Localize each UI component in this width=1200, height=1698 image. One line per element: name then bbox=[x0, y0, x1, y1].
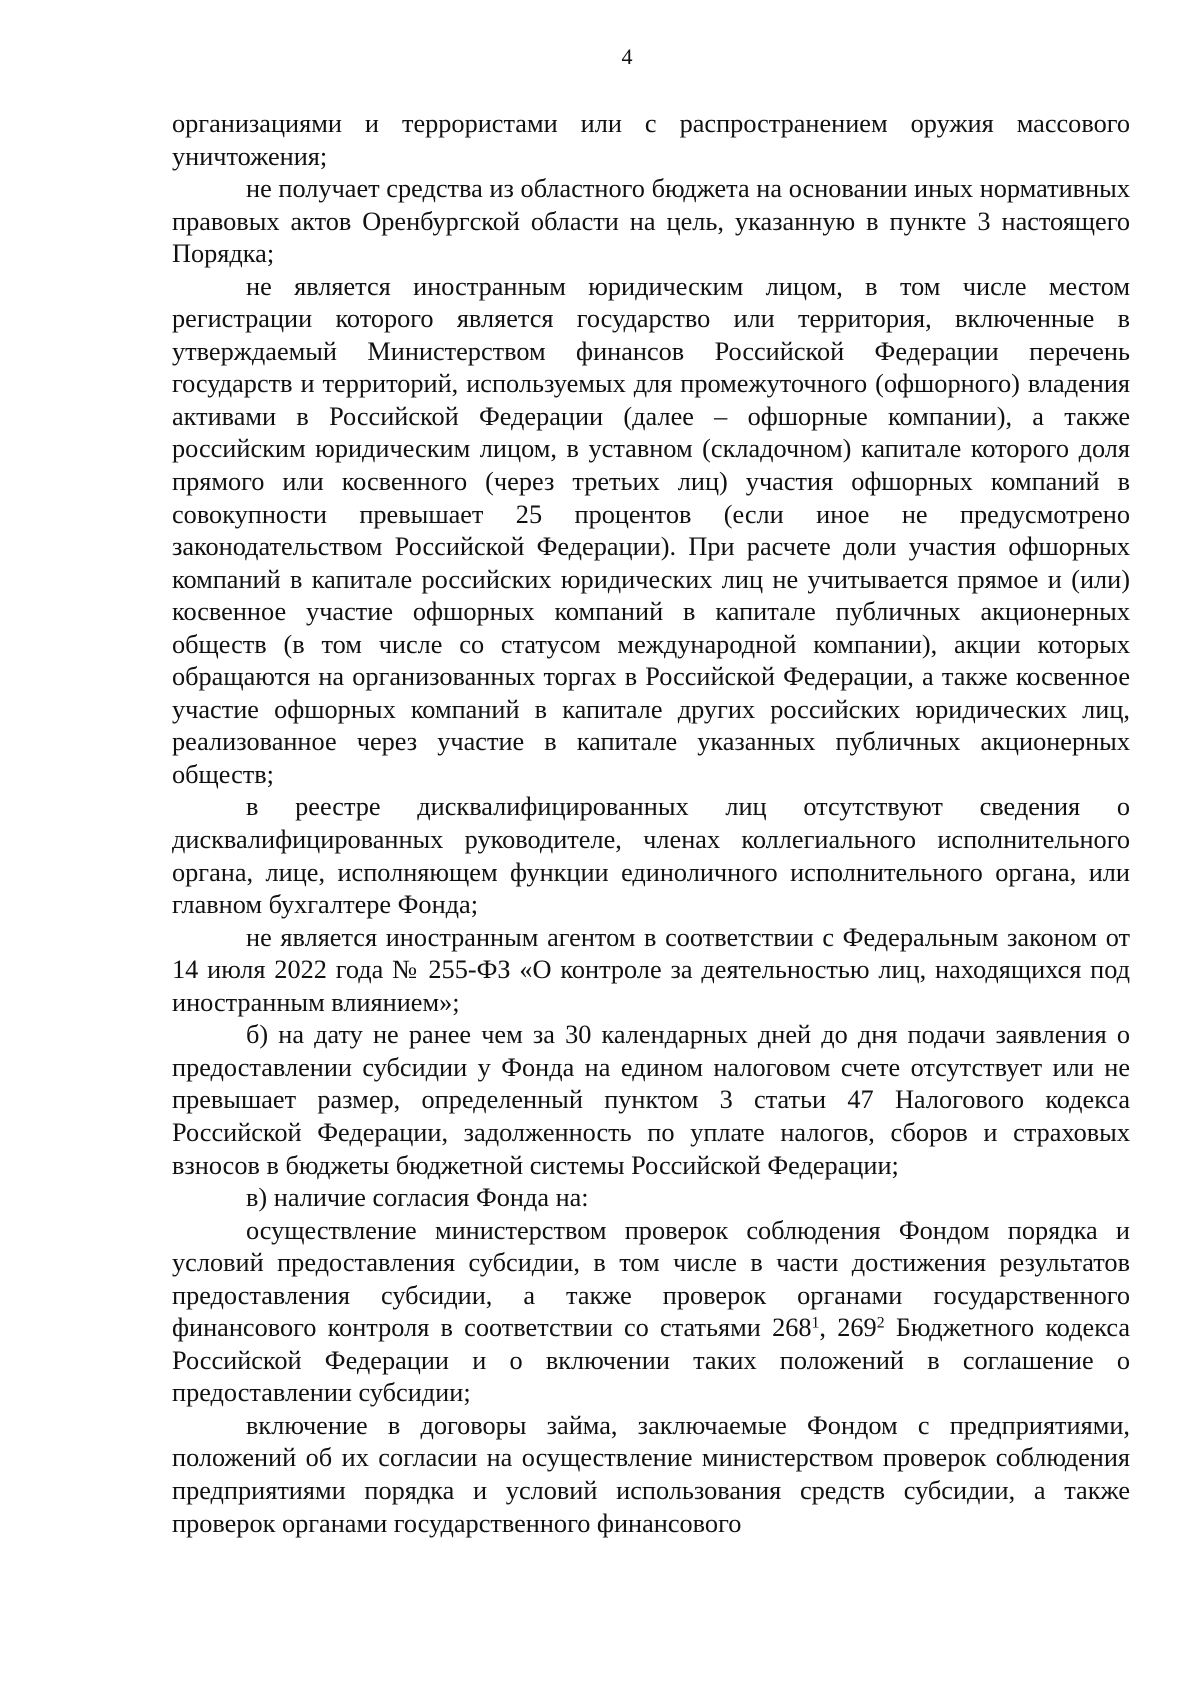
control-text-after: Бюджетного кодекса Российской Федерации и о включении таких положений в соглашение о предоставлении субсидии; bbox=[172, 1313, 1130, 1408]
document-body bbox=[172, 108, 1130, 1540]
paragraph-control-checks bbox=[172, 1215, 1130, 1410]
paragraph-fund-consent: в) наличие согласия Фонда на: bbox=[246, 1183, 589, 1213]
paragraph-foreign-agent: не является иностранным агентом в соответствии с Федеральным законом от 14 июля 2022 года № 255-ФЗ «О контроле за деятельностью лиц, находящихся под иностранным влиянием»; bbox=[172, 922, 1130, 1017]
article-269-superscript: 2 bbox=[876, 1314, 885, 1332]
article-268: 268 bbox=[772, 1313, 812, 1343]
article-separator: , bbox=[819, 1313, 838, 1343]
paragraph-tax-debt: б) на дату не ранее чем за 30 календарных дней до дня подачи заявления о предоставлении субсидии у Фонда на едином налоговом счете отсутствует или не превышает размер, определенный пунктом 3 статьи 47 Налогового кодекса Российской Федерации, задолженность по уплате налогов, сборов и страховых взносов в бюджеты бюджетной системы Российской Федерации; bbox=[172, 1020, 1130, 1180]
page-number: 4 bbox=[621, 44, 633, 69]
paragraph-offshore: не является иностранным юридическим лицом, в том числе местом регистрации которого является государство или территория, включенные в утверждаемый Министерством финансов Российской Федерации перечень государств и территорий, используемых для промежуточного (офшорного) владения активами в Российской Федерации (далее – офшорные компании), а также российским юридическим лицом, в уставном (складочном) капитале которого доля прямого или косвенного (через третьих лиц) участия офшорных компаний в совокупности превышает 25 процентов (если иное не предусмотрено законодательством Российской Федерации). При расчете доли участия офшорных компаний в капитале российских юридических лиц не учитывается прямое и (или) косвенное участие офшорных компаний в капитале публичных акционерных обществ (в том числе со статусом международной компании), акции которых обращаются на организованных торгах в Российской Федерации, а также косвенное участие офшорных компаний в капитале других российских юридических лиц, реализованное через участие в капитале указанных публичных акционерных обществ; bbox=[172, 271, 1130, 789]
paragraph-loan-agreements: включение в договоры займа, заключаемые Фондом с предприятиями, положений об их согласии на осуществление министерством проверок соблюдения предприятиями порядка и условий использования средств субсидии, а также проверок органами государственного финансового bbox=[172, 1410, 1130, 1538]
article-268-superscript: 1 bbox=[811, 1314, 820, 1332]
paragraph-regional-budget: не получает средства из областного бюджета на основании иных нормативных правовых актов Оренбургской области на цель, указанную в пункте 3 настоящего Порядка; bbox=[172, 174, 1130, 269]
control-text-before: осуществление министерством проверок соблюдения Фондом порядка и условий предоставления субсидии, в том числе в части достижения результатов предоставления субсидии, а также проверок органами государственного финансового контроля в соответствии со статьями bbox=[172, 1215, 1130, 1343]
article-269: 269 bbox=[837, 1313, 877, 1343]
paragraph-continuation: организациями и террористами или с распространением оружия массового уничтожения; bbox=[172, 109, 1130, 171]
paragraph-disqualified-registry: в реестре дисквалифицированных лиц отсутствуют сведения о дисквалифицированных руководителе, членах коллегиального исполнительного органа, лице, исполняющем функции единоличного исполнительного органа, или главном бухгалтере Фонда; bbox=[172, 792, 1130, 920]
